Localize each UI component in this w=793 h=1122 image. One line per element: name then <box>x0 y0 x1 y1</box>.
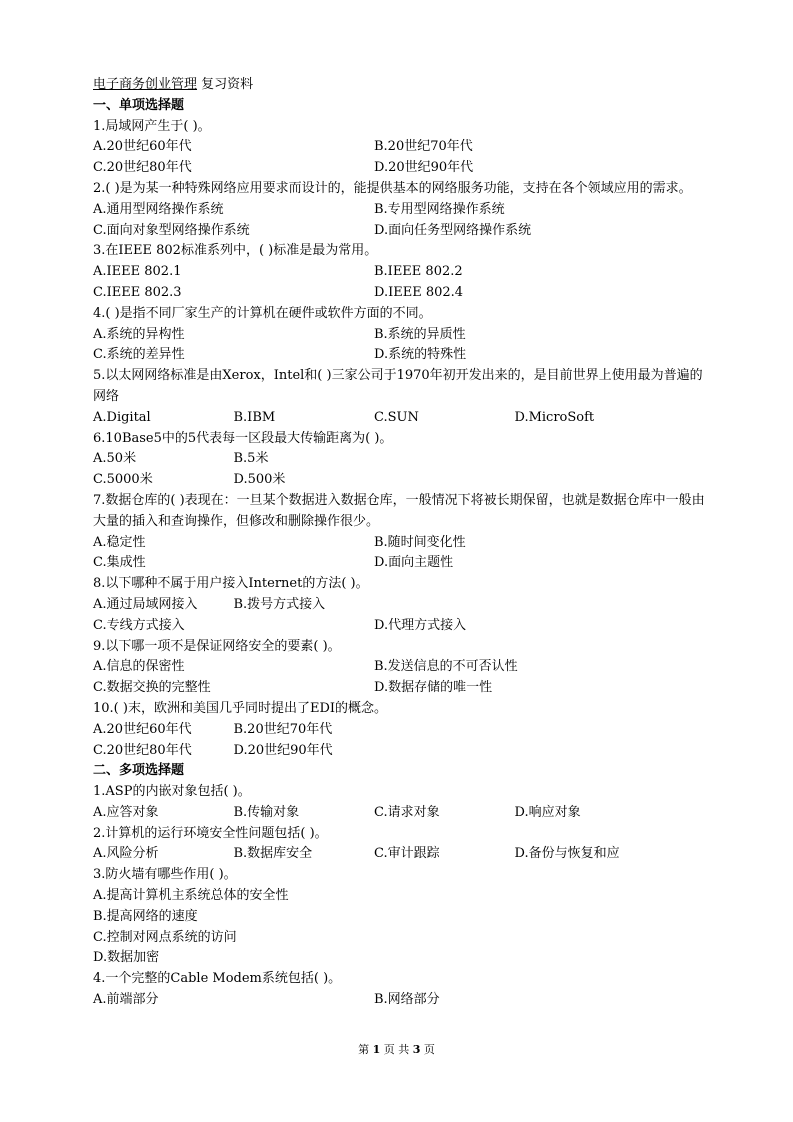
option-b: B.IEEE 802.2 <box>374 264 463 280</box>
option-row <box>93 200 708 221</box>
option-b: B.网络部分 <box>374 992 440 1008</box>
question-stem: 3.防火墙有哪些作用( )。 <box>93 867 237 883</box>
question-stem: 3.在IEEE 802标准系列中，( )标准是最为常用。 <box>93 243 378 259</box>
option-c: C.IEEE 802.3 <box>93 284 182 300</box>
option-a: A.信息的保密性 <box>93 659 185 675</box>
document-title <box>93 75 708 96</box>
question-stem: 1.ASP的内嵌对象包括( )。 <box>93 784 251 800</box>
option-row <box>93 844 708 865</box>
option-c: C.集成性 <box>93 555 146 571</box>
option-d: D.备份与恢复和应 <box>514 846 620 862</box>
option-a: A.20世纪60年代 <box>93 139 192 155</box>
option-d: D.面向任务型网络操作系统 <box>374 222 532 238</box>
option-d: D.代理方式接入 <box>374 617 467 633</box>
footer-suffix: 页 <box>423 1043 435 1056</box>
option-row <box>93 741 708 762</box>
option-d: D.数据加密 <box>93 950 160 966</box>
option-d: D.IEEE 802.4 <box>374 284 464 300</box>
option-a: A.Digital <box>93 409 151 425</box>
option-c: C.系统的差异性 <box>93 347 185 363</box>
option-a: A.系统的异构性 <box>93 326 185 342</box>
option-c: C.5000米 <box>93 472 153 488</box>
option-b: B.20世纪70年代 <box>374 139 473 155</box>
option-a: A.提高计算机主系统总体的安全性 <box>93 888 289 904</box>
option-a: A.通过局域网接入 <box>93 596 198 612</box>
option-a: A.前端部分 <box>93 992 159 1008</box>
option-b: B.随时间变化性 <box>374 534 466 550</box>
option-row <box>93 408 708 429</box>
option-row <box>93 720 708 741</box>
doc-subtitle: 复习资料 <box>201 77 254 92</box>
section-heading-single-choice: 一、单项选择题 <box>93 97 185 113</box>
course-name: 电子商务创业管理 <box>93 77 198 92</box>
option-b: B.数据库安全 <box>233 846 313 862</box>
option-b: B.5米 <box>233 451 269 467</box>
option-d: D.响应对象 <box>514 804 581 820</box>
option-d: D.20世纪90年代 <box>233 742 333 758</box>
option-b: B.系统的异质性 <box>374 326 466 342</box>
option-a: A.IEEE 802.1 <box>93 264 182 280</box>
option-row <box>93 283 708 304</box>
option-row <box>93 803 708 824</box>
option-c: C.控制对网点系统的访问 <box>93 929 237 945</box>
option-c: C.SUN <box>374 409 419 425</box>
question-stem: 1.局域网产生于( )。 <box>93 118 211 134</box>
option-row <box>93 616 708 637</box>
option-a: A.通用型网络操作系统 <box>93 201 224 217</box>
question-stem: 5.以太网网络标准是由Xerox，Intel和( )三家公司于1970年初开发出来的，是目前世界上使用最为普遍的网络 <box>93 368 703 404</box>
option-row <box>93 221 708 242</box>
option-d: D.500米 <box>233 472 286 488</box>
option-a: A.应答对象 <box>93 804 159 820</box>
question-stem: 7.数据仓库的( )表现在：一旦某个数据进入数据仓库，一般情况下将被长期保留，也就是数据仓库中一般由大量的插入和查询操作，但修改和删除操作很少。 <box>93 492 705 529</box>
option-c: C.请求对象 <box>374 804 440 820</box>
option-a: A.20世纪60年代 <box>93 721 192 737</box>
option-c: C.面向对象型网络操作系统 <box>93 222 250 238</box>
question-stem: 6.10Base5中的5代表每一区段最大传输距离为( )。 <box>93 430 393 446</box>
option-a: A.50米 <box>93 451 137 467</box>
option-c: C.审计跟踪 <box>374 846 440 862</box>
document-page <box>93 75 708 1011</box>
option-b: B.IBM <box>233 409 276 425</box>
option-c: C.专线方式接入 <box>93 617 185 633</box>
question-stem: 4.( )是指不同厂家生产的计算机在硬件或软件方面的不同。 <box>93 305 432 321</box>
page-number: 1 <box>372 1043 381 1056</box>
question-stem: 2.计算机的运行环境安全性问题包括( )。 <box>93 825 328 841</box>
option-b: B.提高网络的速度 <box>93 908 198 924</box>
option-row <box>93 533 708 554</box>
option-b: B.传输对象 <box>233 804 300 820</box>
option-b: B.拨号方式接入 <box>233 596 326 612</box>
option-d: D.MicroSoft <box>514 409 595 425</box>
option-row <box>93 595 708 616</box>
option-row <box>93 158 708 179</box>
option-d: D.面向主题性 <box>374 555 454 571</box>
question-stem: 10.( )末，欧洲和美国几乎同时提出了EDI的概念。 <box>93 700 387 716</box>
option-row <box>93 345 708 366</box>
option-row <box>93 470 708 491</box>
option-b: B.20世纪70年代 <box>233 721 333 737</box>
section-heading-multiple-choice: 二、多项选择题 <box>93 763 185 779</box>
option-b: B.专用型网络操作系统 <box>374 201 505 217</box>
option-d: D.数据存储的唯一性 <box>374 680 493 696</box>
question-stem: 8.以下哪种不属于用户接入Internet的方法( )。 <box>93 576 369 592</box>
option-c: C.20世纪80年代 <box>93 742 192 758</box>
option-a: A.稳定性 <box>93 534 146 550</box>
page-footer <box>0 1041 793 1057</box>
question-stem: 4.一个完整的Cable Modem系统包括( )。 <box>93 971 342 987</box>
option-row <box>93 678 708 699</box>
question-stem: 2.( )是为某一种特殊网络应用要求而设计的，能提供基本的网络服务功能，支持在各个领域应用的需求。 <box>93 180 692 196</box>
option-row <box>93 657 708 678</box>
option-a: A.风险分析 <box>93 846 159 862</box>
option-b: B.发送信息的不可否认性 <box>374 659 518 675</box>
question-stem: 9.以下哪一项不是保证网络安全的要素( )。 <box>93 638 341 654</box>
option-row <box>93 262 708 283</box>
option-row <box>93 990 708 1011</box>
footer-middle: 页 共 <box>383 1043 410 1056</box>
option-row <box>93 449 708 470</box>
page-total: 3 <box>412 1043 421 1056</box>
footer-prefix: 第 <box>358 1043 370 1056</box>
option-d: D.系统的特殊性 <box>374 347 467 363</box>
option-row <box>93 137 708 158</box>
option-row <box>93 553 708 574</box>
option-row <box>93 325 708 346</box>
option-c: C.20世纪80年代 <box>93 160 192 176</box>
option-d: D.20世纪90年代 <box>374 160 474 176</box>
option-c: C.数据交换的完整性 <box>93 680 211 696</box>
